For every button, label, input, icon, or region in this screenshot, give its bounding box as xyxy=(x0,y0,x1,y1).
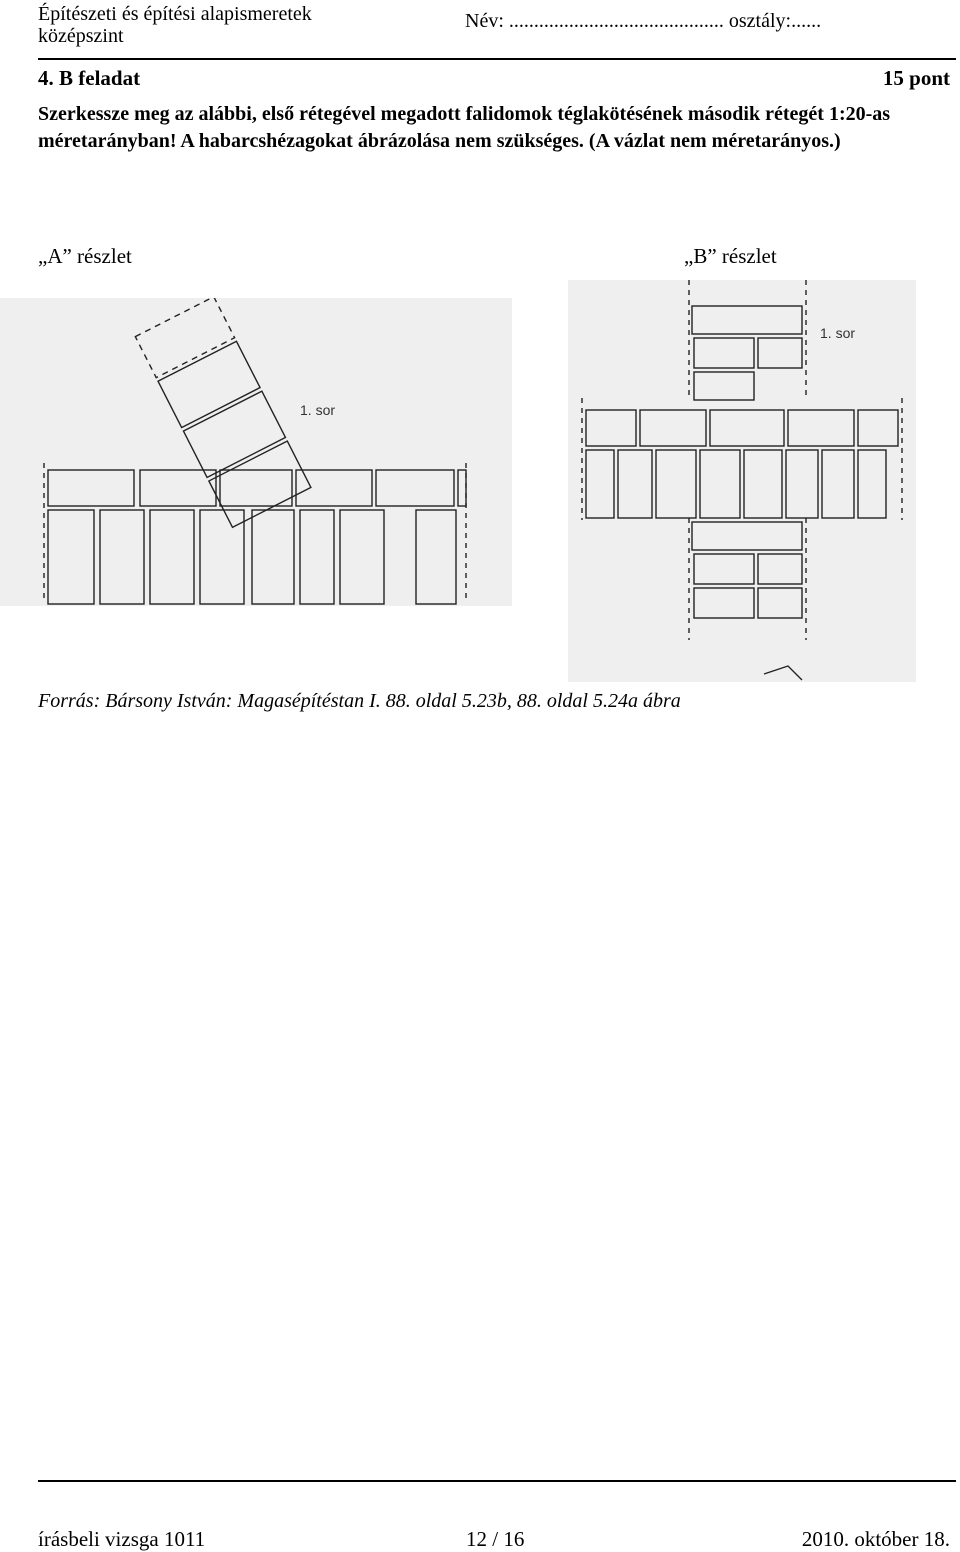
figure-b-drawing xyxy=(568,280,916,682)
figure-a-drawing xyxy=(0,298,512,606)
source-citation: Forrás: Bársony István: Magasépítéstan I. 88. oldal 5.23b, 88. oldal 5.24a ábra xyxy=(38,690,681,712)
header-subject xyxy=(38,3,312,47)
figure-b-label: „B” részlet xyxy=(684,244,777,268)
header-subject-line1: Építészeti és építési alapismeretek xyxy=(38,3,312,25)
footer-rule xyxy=(38,1480,956,1482)
figure-b-row-label: 1. sor xyxy=(820,325,856,341)
header-name-field: Név: ........................................... osztály:...... xyxy=(465,10,822,32)
task-body: Szerkessze meg az alábbi, első rétegével megadott falidomok téglakötésének második rétegét 1:20-as méretarányban! A habarcshézagokat ábrázolása nem szükséges. (A vázlat nem méretarányos.) xyxy=(38,103,891,152)
figure-a-row-label: 1. sor xyxy=(300,402,336,418)
header-subject-line2: középszint xyxy=(38,25,124,47)
footer-date: 2010. október 18. xyxy=(801,1527,950,1551)
figure-a-label: „A” részlet xyxy=(38,244,132,268)
footer-page-number: 12 / 16 xyxy=(466,1527,525,1551)
header-rule xyxy=(38,58,956,60)
footer-exam: írásbeli vizsga 1011 xyxy=(38,1527,206,1551)
task-title: 4. B feladat xyxy=(38,66,141,90)
task-points: 15 pont xyxy=(882,66,950,90)
